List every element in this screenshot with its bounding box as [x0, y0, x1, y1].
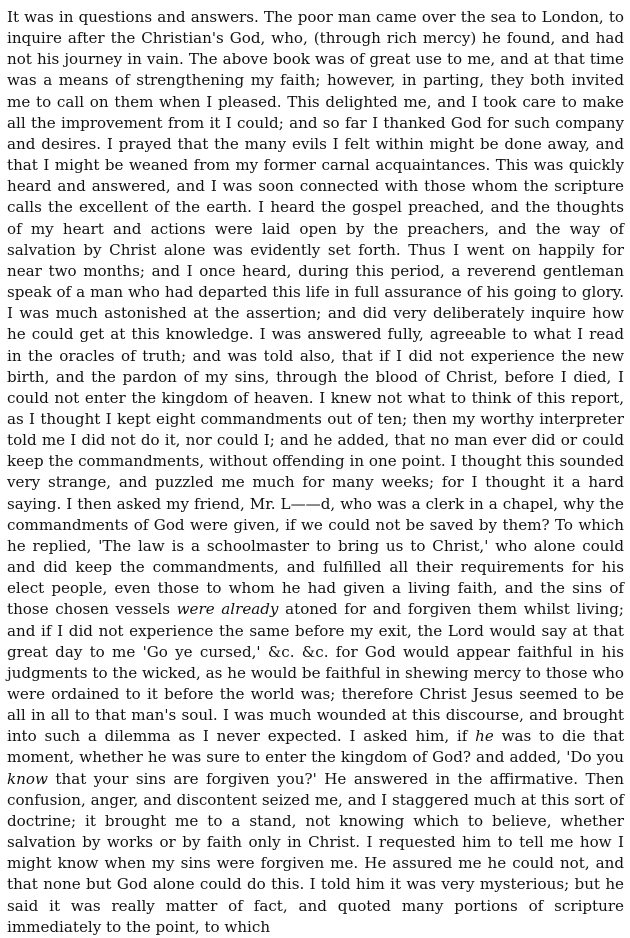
body-paragraph [7, 7, 624, 938]
text-segment: that your sins are forgiven you?' He answered in the affirmative. Then confusion, anger, and discontent seized me, and I staggered much at this sort of doctrine; it brought me to a stand, not knowing which to believe, whether salvation by works or by faith only in Christ. I requested him to tell me how I might know when my sins were forgiven me. He assured me he could not, and that none but God alone could do this. I told him it was very mysterious; but he said it was really matter of fact, and quoted many portions of scripture immediately to the point, to which [7, 769, 624, 936]
text-segment: was to die that moment, whether he was sure to enter the kingdom of God? and added, 'Do you [7, 727, 625, 767]
italic-word: he [475, 727, 494, 746]
italic-word: know [7, 769, 48, 788]
text-segment: It was in questions and answers. The poor man came over the sea to London, to inquire after the Christian's God, who, (through rich mercy) he found, and had not his journey in vain. The above book was of great use to me, and at that time was a means of strengthening my faith; however, in parting, they both invited me to call on them when I pleased. This delighted me, and I took care to make all the improvement from it I could; and so far I thanked God for such company and desires. I prayed that the many evils I felt within might be done away, and that I might be weaned from my former carnal acquaintances. This was quickly heard and answered, and I was soon connected with those whom the scripture calls the excellent of the earth. I heard the gospel preached, and the thoughts of my heart and actions were laid open by the preachers, and the way of salvation by Christ alone was evidently set forth. Thus I went on happily for near two months; and I once heard, during this period, a reverend gentleman speak of a man who had departed this life in full assurance of his going to glory. I was much astonished at the assertion; and did very deliberately inquire how he could get at this knowledge. I was answered fully, agreeable to what I read in the oracles of truth; and was told also, that if I did not experience the new birth, and the pardon of my sins, through the blood of Christ, before I died, I could not enter the kingdom of heaven. I knew not what to think of this report, as I thought I kept eight commandments out of ten; then my worthy interpreter told me I did not do it, nor could I; and he added, that no man ever did or could keep the commandments, without offending in one point. I thought this sounded very strange, and puzzled me much for many weeks; for I thought it a hard saying. I then asked my friend, Mr. L——d, who was a clerk in a chapel, why the commandments of God were given, if we could not be saved by them? To which he replied, 'The law is a schoolmaster to bring us to Christ,' who alone could and did keep the commandments, and fulfilled all their requirements for his elect people, even those to whom he had given a living faith, and the sins of those chosen vessels [7, 8, 624, 619]
italic-phrase: were already [176, 600, 279, 619]
text-segment: atoned for and forgiven them whilst living; and if I did not experience the same before my exit, the Lord would say at that great day to me 'Go ye cursed,' &c. &c. for God would appear faithful in his judgments to the wicked, as he would be faithful in shewing mercy to those who were ordained to it before the world was; therefore Christ Jesus seemed to be all in all to that man's soul. I was much wounded at this discourse, and brought into such a dilemma as I never expected. I asked him, if [7, 600, 624, 746]
